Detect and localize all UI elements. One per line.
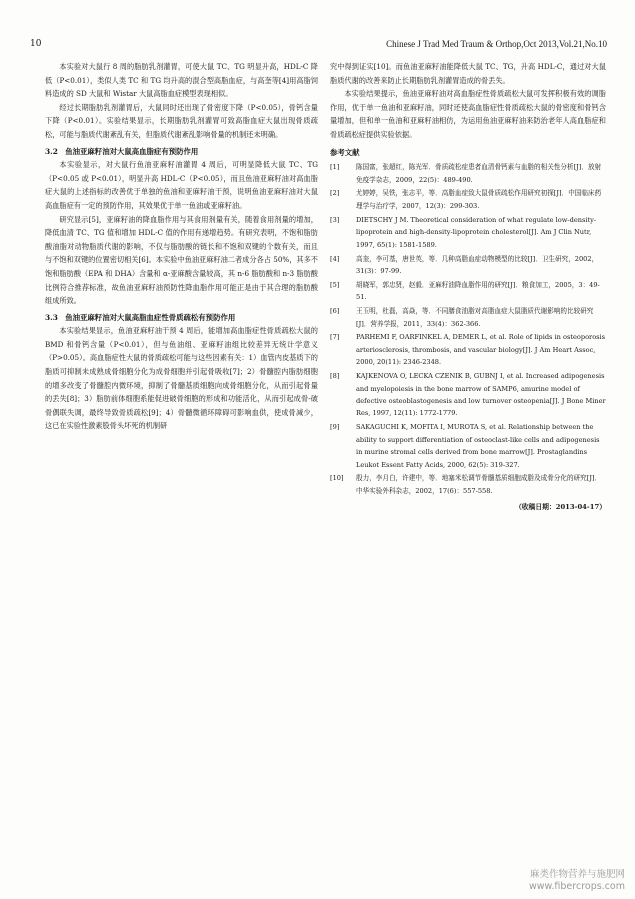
section-heading: 3.2 鱼油亚麻籽油对大鼠高血脂症有预防作用 — [45, 146, 199, 156]
paragraph: 本实验结果提示，鱼油亚麻籽油对高血脂症性骨质疏松大鼠可发挥积极有效的调脂作用，优于单一鱼油和亚麻籽油，同时还使高血脂症性骨质疏松大鼠的骨密度和骨钙含量增加，但和单一鱼油和亚麻籽油相仿，为运用鱼油亚麻籽油来防治老年人高血脂症和骨质疏松症提供实验依据。 — [330, 89, 606, 139]
references-title: 参考文献 — [330, 147, 360, 157]
reference-item: [9] SAKAGUCHI K, MOFITA I, MUROTA S, et al. Relationship between the ability to support differentiation of osteoclast-like cells and adipogenesis in murine stromal cells derived from bone marrow[J]. Prostaglandins Leukot Essent Fatty Acids, 2000, 62(5): 319-327. — [330, 423, 600, 469]
left-column — [45, 60, 318, 433]
paragraph: 研究显示[5]，亚麻籽油的降血脂作用与其食用剂量有关，随着食用剂量的增加，降低血清 TC、TG 值和增加 HDL-C 值的作用有递增趋势。有研究表明，不饱和脂肪酸油脂对动物脂质代谢的影响，不仅与脂肪酸的链长和不饱和双键的个数有关，而且与不饱和双键的位置密切相关[6]。本实验中鱼油亚麻籽油二者成分各占 50%，其多不饱和脂肪酸（EPA 和 DHA）含量和 α-亚麻酸含量较高，其 n-6 脂肪酸和 n-3 脂肪酸比例符合推荐标准，故鱼油亚麻籽油预防性降血脂作用可能正是由于其合理的脂肪酸组成所致。 — [45, 214, 318, 306]
received-date: （收稿日期：2013-04-17） — [514, 503, 606, 512]
watermark-title: 麻类作物营养与施肥网 — [529, 869, 625, 880]
page-number: 10 — [30, 39, 42, 49]
reference-list — [330, 161, 606, 497]
paragraph: 本实验对大鼠行 8 周的脂肪乳剂灌胃，可使大鼠 TC、TG 明显升高，HDL-C 降低（P<0.01），类似人类 TC 和 TG 均升高的混合型高脂血症，与高奎等[4]用高脂饲料造成的 SD 大鼠和 Wistar 大鼠高脂血症模型表现相似。 — [45, 62, 318, 99]
reference-item: [2] 尤婷婷，吴铁，张志平，等．高脂血症致大鼠骨质疏松作用研究初探[J]．中国临床药理学与治疗学，2007，12(3)：299-303. — [330, 189, 602, 210]
reference-item: [4] 高奎，李可基，唐世英，等．几种高脂血症动物模型的比较[J]．卫生研究，2002，31(3)：97-99. — [330, 254, 599, 275]
paragraph: 本实验显示，对大鼠行鱼油亚麻籽油灌胃 4 周后，可明显降低大鼠 TC、TG（P<0.05 或 P<0.01），明显升高 HDL-C（P<0.05），而且鱼油亚麻籽油对高血脂症大鼠的上述指标的改善优于单独的鱼油和亚麻籽油干预，说明鱼油亚麻籽油对大鼠高血脂症有一定的预防作用，其效果优于单一鱼油或亚麻籽油。 — [45, 160, 318, 210]
section-heading: 3.3 鱼油亚麻籽油对大鼠高脂血症性骨质疏松有预防作用 — [45, 312, 236, 322]
reference-item: [5] 胡晓军，郭忠贤，赵毅．亚麻籽油降血脂作用的研究[J]．粮食加工，2005，3：49-51. — [330, 280, 600, 302]
watermark-url: www.fibercrops.com — [528, 881, 625, 892]
reference-item: [10] 殷力，李月白，许建中，等．地塞米松调节骨髓基质细胞成脂及成骨分化的研究[J]．中华实验外科杂志，2002，17(6)：557-558. — [330, 474, 602, 495]
reference-item: [3] DIETSCHY J M. Theoretical consideration of what regulate low-density-lipoprotein and high-density-lipoprotein cholesterol[J]. Am J Clin Nutr, 1997, 65(1): 1581-1589. — [330, 215, 597, 249]
paragraph: 本实验结果显示，鱼油亚麻籽油干预 4 周后，能增加高血脂症性骨质疏松大鼠的 BMD 和骨钙含量（P<0.01），但与鱼油组、亚麻籽油组比较差异无统计学意义（P>0.05）。高血脂症性大鼠的骨质疏松可能与这些因素有关：1）血管内皮基质下的脂质可抑制未成熟成骨细胞分化为成骨细胞并引起骨吸收[7]；2）骨髓腔内脂肪细胞的增多改变了骨髓腔内微环境，抑制了骨髓基质细胞向成骨细胞分化，从而引起骨量的丢失[8]；3）脂肪前体细胞系能促进破骨细胞的形成和功能活化，从而引起成骨-破骨偶联失调，最终导致骨质疏松[9]；4）骨髓微循环障碍可影响血供，使成骨减少，这已在实验性激素股骨头坏死的机制研 — [45, 326, 318, 431]
paragraph: 究中得到证实[10]。而鱼油亚麻籽油能降低大鼠 TC、TG，升高 HDL-C，通过对大鼠脂质代谢的改善来防止长期脂肪乳剂灌胃造成的骨丢失。 — [330, 62, 606, 85]
reference-item: [8] KAJKENOVA O, LECKA CZENIK B, GUBNJ I, et al. Increased adipogenesis and myelopoiesis in the bone marrow of SAMP6, amurine model of defective osteoblastogenesis and low turnover osteopenia[J]. J Bone Miner Res, 1997, 12(11): 1772-1779. — [330, 372, 606, 418]
reference-item: [1] 陈国富，张超红，陈光军．骨质疏松症患者血清骨钙素与血脂的相关性分析[J]．放射免疫学杂志，2009，22(5)：489-490. — [330, 163, 602, 184]
watermark — [529, 869, 625, 893]
journal-info: Chinese J Trad Med Traum & Orthop,Oct 2013,Vol.21,No.10 — [386, 39, 607, 49]
reference-item: [6] 王玉明，杜磊，高焱，等．不同膳食油脂对高脂血症大鼠脂质代谢影响的比较研究[J]．营养学报，2011，33(4)：362-366. — [330, 307, 594, 328]
paragraph: 经过长期脂肪乳剂灌胃后，大鼠同时还出现了骨密度下降（P<0.05），骨钙含量下降（P<0.01）。实验结果显示，长期脂肪乳剂灌胃可致高脂血症大鼠出现骨质疏松，可能与脂质代谢紊乱有关，但脂质代谢紊乱影响骨量的机制还未明确。 — [45, 102, 318, 139]
right-column — [330, 60, 606, 515]
reference-item: [7] PARHEMI F, OARFINKEL A, DEMER L, et al. Role of lipids in osteoporosis arteriosclerosis, thrombosis, and vascular biology[J]. J Am Heart Assoc, 2000, 20(11): 2346-2348. — [330, 333, 606, 367]
